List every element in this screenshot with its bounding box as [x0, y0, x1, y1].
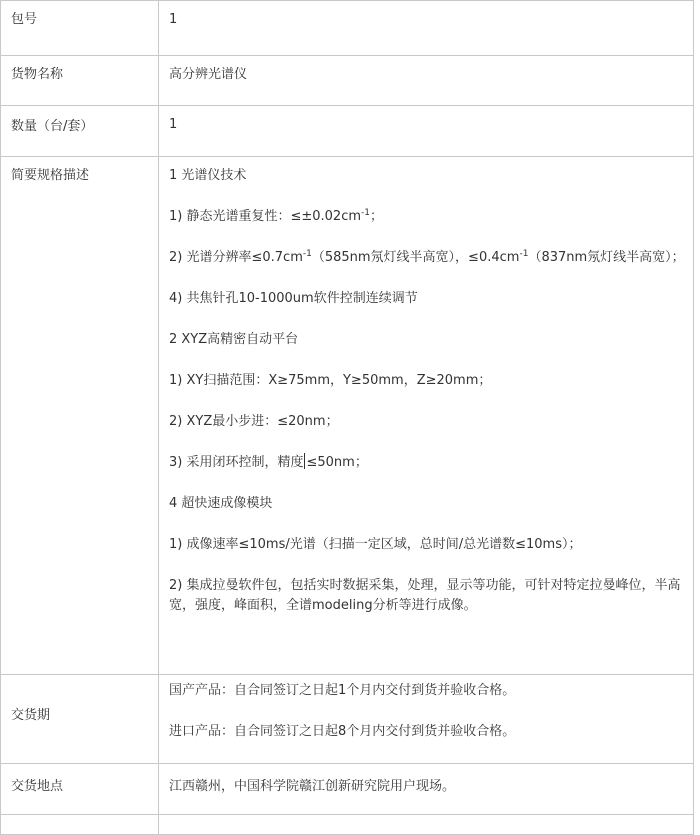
- value-spec: [159, 157, 694, 675]
- spec-closed-loop-text-a: 3) 采用闭环控制，精度: [169, 455, 304, 470]
- label-delivery-period: 交货期: [1, 675, 159, 764]
- value-delivery-place: 江西赣州，中国科学院赣江创新研究院用户现场。: [159, 764, 694, 815]
- spec-resolution-text-b: （585nm氖灯线半高宽），≤0.4cm: [311, 250, 520, 265]
- delivery-domestic: 国产产品：自合同签订之日起1个月内交付到货并验收合格。: [169, 683, 516, 698]
- spec-repeatability: [169, 207, 685, 227]
- row-package: [1, 1, 694, 56]
- row-goods-name: [1, 56, 694, 106]
- spec-min-step: 2) XYZ最小步进：≤20nm；: [169, 414, 339, 429]
- spec-repeatability-sup: -1: [361, 208, 371, 218]
- value-quantity: 1: [159, 106, 694, 157]
- value-next: [159, 815, 694, 835]
- spec-resolution-text-c: （837nm氖灯线半高宽）；: [528, 250, 685, 265]
- spec-software: 2) 集成拉曼软件包，包括实时数据采集，处理，显示等功能，可针对特定拉曼峰位，半高宽，强度，峰面积，全谱modeling分析等进行成像。: [169, 578, 681, 613]
- spec-scan-range: 1) XY扫描范围：X≥75mm，Y≥50mm，Z≥20mm；: [169, 373, 492, 388]
- spec-section-1: 1 光谱仪技术: [169, 168, 247, 183]
- label-delivery-place: 交货地点: [1, 764, 159, 815]
- row-delivery-period: [1, 675, 694, 764]
- label-next: [1, 815, 159, 835]
- value-delivery-period: [159, 675, 694, 764]
- delivery-imported: 进口产品：自合同签订之日起8个月内交付到货并验收合格。: [169, 724, 516, 739]
- spec-closed-loop: [169, 453, 685, 473]
- spec-resolution: [169, 248, 685, 268]
- spec-imaging-rate: 1) 成像速率≤10ms/光谱（扫描一定区域，总时间/总光谱数≤10ms）；: [169, 537, 582, 552]
- row-delivery-place: [1, 764, 694, 815]
- label-spec: 简要规格描述: [1, 157, 159, 675]
- label-package: 包号: [1, 1, 159, 56]
- spec-section-2: 2 XYZ高精密自动平台: [169, 332, 299, 347]
- spec-closed-loop-text-b: ≤50nm；: [306, 455, 368, 470]
- spec-pinhole: 4) 共焦针孔10-1000um软件控制连续调节: [169, 291, 418, 306]
- spec-resolution-sup-1: -1: [302, 249, 312, 259]
- value-goods-name: 高分辨光谱仪: [159, 56, 694, 106]
- row-next: [1, 815, 694, 835]
- row-quantity: [1, 106, 694, 157]
- value-package: 1: [159, 1, 694, 56]
- spec-repeatability-end: ；: [370, 209, 384, 224]
- label-goods-name: 货物名称: [1, 56, 159, 106]
- spec-resolution-sup-2: -1: [519, 249, 529, 259]
- spec-resolution-text-a: 2) 光谱分辨率≤0.7cm: [169, 250, 303, 265]
- row-spec: [1, 157, 694, 675]
- label-quantity: 数量（台/套）: [1, 106, 159, 157]
- spec-repeatability-text: 1) 静态光谱重复性：≤±0.02cm: [169, 209, 362, 224]
- spec-section-4: 4 超快速成像模块: [169, 496, 273, 511]
